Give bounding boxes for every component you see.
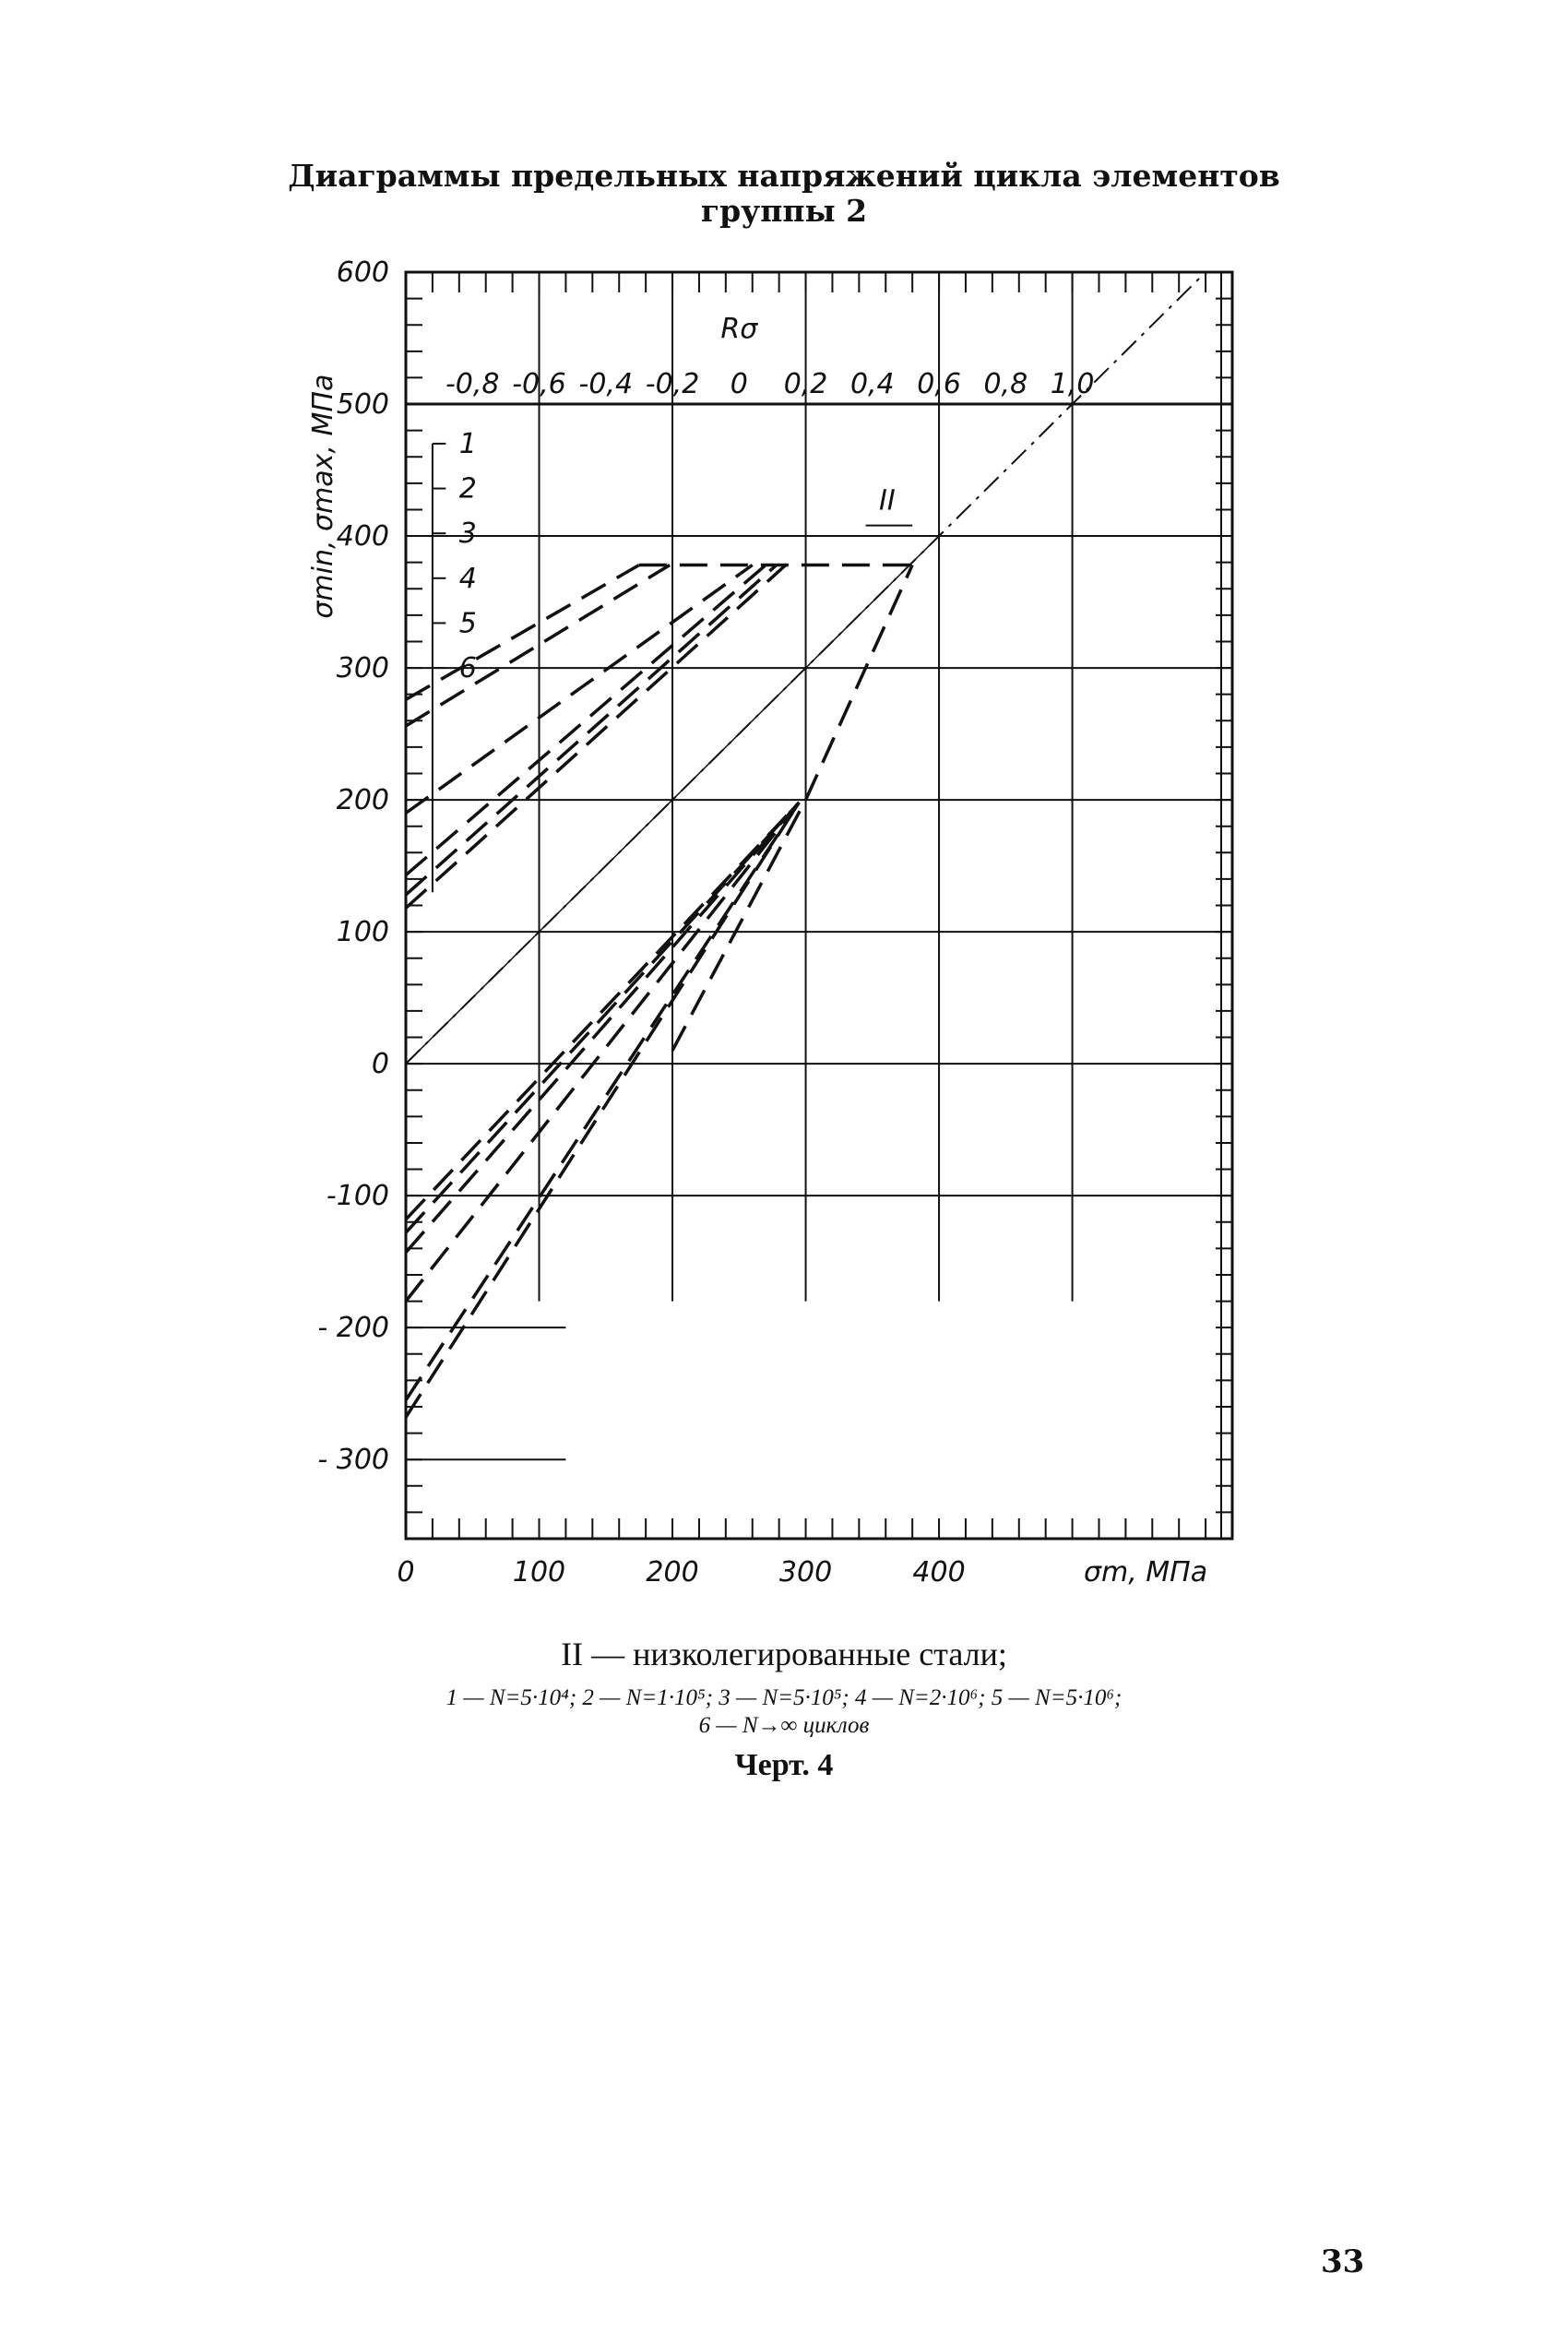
r-axis-label: Rσ: [720, 313, 758, 346]
figure-caption: Черт. 4: [734, 1748, 834, 1782]
y-tick-label: 500: [336, 388, 389, 422]
y-tick-label: - 300: [317, 1444, 389, 1477]
legend-curves: [0, 1684, 1568, 1740]
curve-label-4: 4: [458, 562, 477, 595]
r-tick-label: 0: [730, 368, 748, 401]
grid: [406, 272, 1232, 1459]
material-label-II: II: [879, 484, 896, 518]
curve-label-3: 3: [458, 518, 477, 551]
y-tick-label: 300: [336, 652, 389, 685]
plot-border: [406, 272, 1232, 1539]
r-tick-label: 1,0: [1050, 368, 1095, 401]
y-tick-label: 100: [336, 916, 389, 949]
series-min-1: [406, 803, 799, 1417]
x-tick-label: 300: [778, 1556, 833, 1588]
r-tick-label: 0,6: [917, 368, 961, 401]
x-tick-label: 100: [512, 1556, 566, 1588]
y-tick-label: 600: [336, 256, 389, 289]
chart-title-line1: Диаграммы предельных напряжений цикла элементов: [288, 158, 1280, 194]
y-tick-label: 0: [371, 1048, 389, 1081]
r-tick-label: 0,2: [783, 368, 828, 401]
r-tick-label: 0,4: [849, 368, 895, 401]
x-tick-label: 0: [397, 1556, 415, 1588]
r-tick-label: -0,4: [578, 368, 634, 401]
y-tick-label: -100: [326, 1180, 389, 1213]
r-tick-label: -0,6: [512, 368, 566, 401]
y-tick-label: 400: [336, 520, 389, 553]
r-tick-label: -0,8: [445, 368, 500, 401]
series-min-6: [406, 803, 799, 1220]
series-min-5: [406, 803, 799, 1232]
plot-frame: [406, 272, 1232, 1539]
chart-title-line2: группы 2: [700, 193, 868, 229]
curve-label-1: 1: [458, 427, 477, 460]
curve-label-2: 2: [458, 472, 477, 506]
series-min-3: [406, 803, 799, 1302]
series-max-3: [406, 562, 753, 814]
page-number: 33: [1321, 2243, 1365, 2280]
legend-material: II — низколегированные стали;: [561, 1636, 1007, 1672]
series-max-1: [406, 562, 639, 700]
x-tick-label: 200: [646, 1556, 699, 1588]
curve-label-6: 6: [458, 652, 477, 685]
y-axis-label: σmin, σmax, МПа: [307, 374, 339, 619]
x-axis-label: σm, МПа: [1083, 1556, 1208, 1588]
legend-curves-line2: 6 — N→∞ циклов: [698, 1713, 870, 1738]
r-tick-label: 0,8: [983, 368, 1028, 401]
curve-label-5: 5: [458, 607, 477, 640]
y-tick-label: - 200: [317, 1312, 389, 1345]
y-tick-label: 200: [336, 784, 389, 817]
r-tick-label: -0,2: [645, 368, 700, 401]
legend-curves-line1: 1 — N=5·10⁴; 2 — N=1·10⁵; 3 — N=5·10⁵; 4 — N=2·10⁶; 5 — N=5·10⁶;: [445, 1685, 1123, 1710]
x-tick-label: 400: [912, 1556, 966, 1588]
series-max-2: [406, 562, 670, 726]
series-group: [406, 562, 912, 1418]
